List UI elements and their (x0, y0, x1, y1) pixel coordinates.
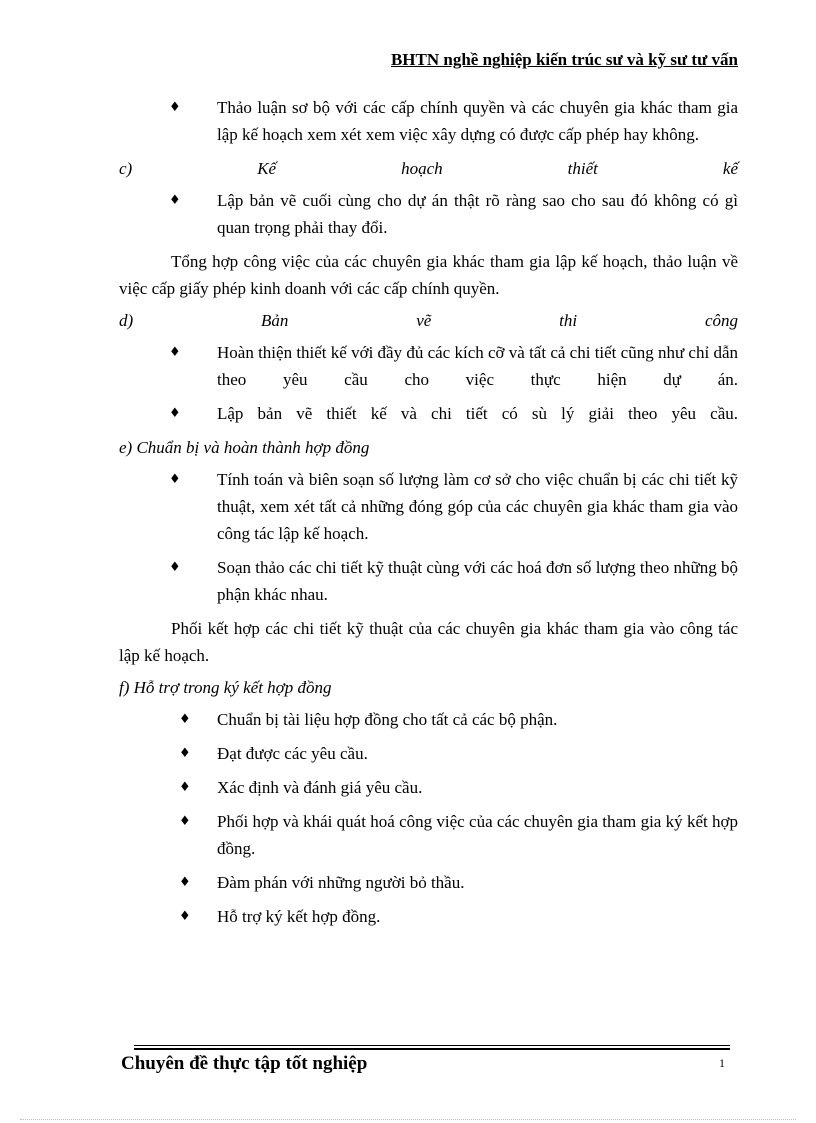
diamond-bullet-icon: ♦ (169, 406, 181, 421)
section-heading-f: f) Hỗ trợ trong ký kết hợp đồng (119, 678, 332, 697)
footer-title: Chuyên đề thực tập tốt nghiệp (121, 1053, 368, 1074)
list-item (119, 774, 738, 801)
diamond-bullet-icon: ♦ (179, 875, 191, 890)
list-item (119, 339, 738, 393)
list-item-text: Lập bản vẽ thiết kế và chi tiết có sù lý giải theo yêu cầu. (217, 404, 738, 423)
diamond-bullet-icon: ♦ (169, 345, 181, 360)
list-item-text: Soạn thảo các chi tiết kỹ thuật cùng với các hoá đơn số lượng theo những bộ phận khác nhau. (217, 558, 738, 604)
diamond-bullet-icon: ♦ (169, 100, 181, 115)
list-item (119, 706, 738, 733)
diamond-bullet-icon: ♦ (169, 472, 181, 487)
footer-divider (134, 1048, 730, 1050)
list-item-text: Lập bản vẽ cuối cùng cho dự án thật rõ ràng sao cho sau đó không có gì quan trọng phải thay đổi. (217, 191, 738, 237)
diamond-bullet-icon: ♦ (169, 560, 181, 575)
list-item (119, 466, 738, 547)
list-item-text: Hỗ trợ ký kết hợp đồng. (217, 907, 381, 926)
list-item-text: Đàm phán với những người bỏ thầu. (217, 873, 465, 892)
list-item-text: Xác định và đánh giá yêu cầu. (217, 778, 423, 797)
header-title: BHTN nghề nghiệp kiến trúc sư và kỹ sư tư vấn (390, 50, 738, 69)
diamond-bullet-icon: ♦ (179, 909, 191, 924)
list-item (119, 554, 738, 608)
list-item-text: Thảo luận sơ bộ với các cấp chính quyền và các chuyên gia khác tham gia lập kế hoạch xem xét xem việc xây dựng có được cấp phép hay không. (217, 98, 738, 144)
list-item-text: Đạt được các yêu cầu. (217, 744, 368, 763)
section-heading-d: d) Bản vẽ thi công (119, 311, 738, 330)
list-item-text: Hoàn thiện thiết kế với đầy đủ các kích cỡ và tất cả chi tiết cũng như chỉ dẫn theo yêu cầu cho việc thực hiện dự án. (217, 343, 738, 389)
section-heading-c: c) Kế hoạch thiết kế (119, 159, 738, 178)
list-item (119, 400, 738, 427)
list-item (119, 903, 738, 930)
page-content (119, 94, 738, 937)
list-item (119, 808, 738, 862)
section-heading-e: e) Chuẩn bị và hoàn thành hợp đồng (119, 438, 370, 457)
list-item (119, 94, 738, 148)
diamond-bullet-icon: ♦ (169, 193, 181, 208)
diamond-bullet-icon: ♦ (179, 814, 191, 829)
list-item-text: Phối hợp và khái quát hoá công việc của các chuyên gia tham gia ký kết hợp đồng. (217, 812, 738, 858)
page-number: 1 (719, 1056, 725, 1070)
footer-divider (134, 1045, 730, 1046)
list-item-text: Chuẩn bị tài liệu hợp đồng cho tất cả các bộ phận. (217, 710, 558, 729)
diamond-bullet-icon: ♦ (179, 780, 191, 795)
body-paragraph: Phối kết hợp các chi tiết kỹ thuật của các chuyên gia khác tham gia vào công tác lập kế hoạch. (119, 619, 738, 665)
list-item (119, 869, 738, 896)
list-item (119, 187, 738, 241)
list-item-text: Tính toán và biên soạn số lượng làm cơ sở cho việc chuẩn bị các chi tiết kỹ thuật, xem xét tất cả những đóng góp của các chuyên gia khác tham gia vào công tác lập kế hoạch. (217, 470, 738, 543)
list-item (119, 740, 738, 767)
body-paragraph: Tổng hợp công việc của các chuyên gia khác tham gia lập kế hoạch, thảo luận về việc cấp giấy phép kinh doanh với các cấp chính quyền. (119, 252, 738, 298)
diamond-bullet-icon: ♦ (179, 712, 191, 727)
diamond-bullet-icon: ♦ (179, 746, 191, 761)
page-edge (20, 1119, 796, 1120)
